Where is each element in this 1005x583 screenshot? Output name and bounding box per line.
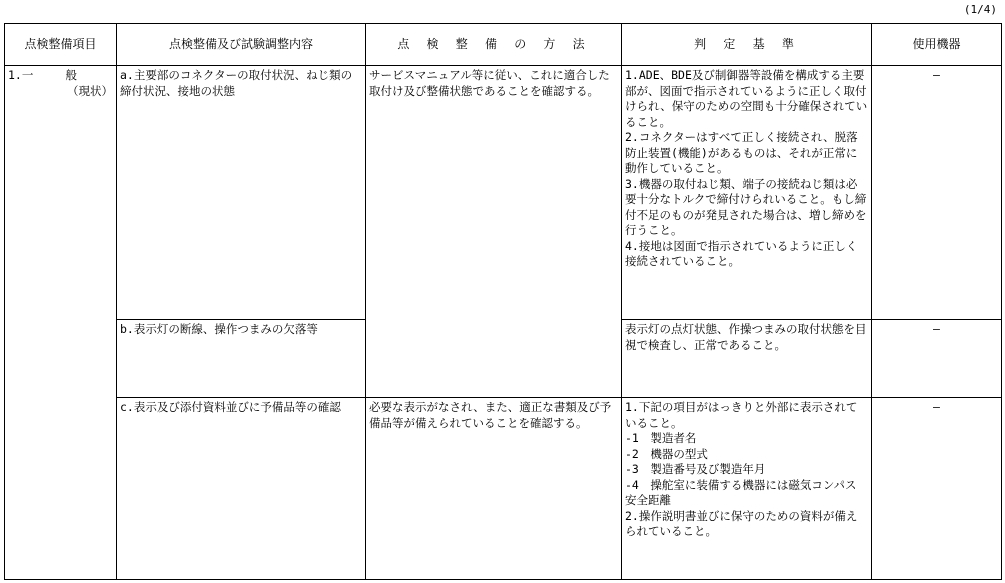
criteria-line: -2 機器の型式 — [625, 446, 708, 461]
content-c: c.表示及び添付資料並びに予備品等の確認 — [117, 398, 366, 580]
table-row — [5, 66, 1002, 320]
category-number: 1.一 — [8, 68, 34, 82]
header-content: 点検整備及び試験調整内容 — [117, 24, 366, 66]
equipment-c: — — [872, 398, 1002, 580]
header-method: 点 検 整 備 の 方 法 — [366, 24, 622, 66]
header-criteria: 判 定 基 準 — [622, 24, 872, 66]
category-sub: （現状） — [67, 83, 113, 98]
inspection-table — [4, 23, 1002, 580]
category-cell — [5, 66, 117, 580]
criteria-line: 2.コネクターはすべて正しく接続され、脱落防止装置(機能)があるものは、それが正常に動作していること。 — [625, 130, 858, 175]
criteria-line: -3 製造番号及び製造年月 — [625, 462, 766, 476]
criteria-line: 3.機器の取付ねじ類、端子の接続ねじ類は必要十分なトルクで締付けられいること。もし締付不足のものが発見された場合は、増し締めを行うこと。 — [625, 176, 867, 237]
criteria-line: 1.下記の項目がはっきりと外部に表示されていること。 — [625, 400, 858, 430]
content-b: b.表示灯の断線、操作つまみの欠落等 — [117, 320, 366, 398]
equipment-b: — — [872, 320, 1002, 398]
criteria-line: 4.接地は図面で指示されているように正しく接続されていること。 — [625, 238, 858, 268]
method-ab: サービスマニュアル等に従い、これに適合した取付け及び整備状態であることを確認する。 — [366, 66, 622, 398]
criteria-c — [622, 398, 872, 580]
header-equipment: 使用機器 — [872, 24, 1002, 66]
page-number: (1/4) — [963, 3, 997, 16]
criteria-line: -4 操舵室に装備する機器には磁気コンパス安全距離 — [625, 477, 857, 507]
criteria-a — [622, 66, 872, 320]
criteria-b — [622, 320, 872, 398]
header-row — [5, 24, 1002, 66]
equipment-a: — — [872, 66, 1002, 320]
content-a: a.主要部のコネクターの取付状況、ねじ類の締付状況、接地の状態 — [117, 66, 366, 320]
criteria-line: 2.操作説明書並びに保守のための資料が備えられていること。 — [625, 508, 858, 538]
header-item: 点検整備項目 — [5, 24, 117, 66]
method-c: 必要な表示がなされ、また、適正な書類及び予備品等が備えられていることを確認する。 — [366, 398, 622, 580]
category-name: 般 — [65, 68, 77, 82]
criteria-line: 1.ADE、BDE及び制御器等設備を構成する主要部が、図面で指示されているように正しく取付けられ、保守のための空間も十分確保されていること。 — [625, 68, 868, 129]
table-row — [5, 398, 1002, 580]
criteria-line: 表示灯の点灯状態、作操つまみの取付状態を目視で検査し、正常であること。 — [625, 322, 867, 352]
criteria-line: -1 製造者名 — [625, 431, 697, 445]
